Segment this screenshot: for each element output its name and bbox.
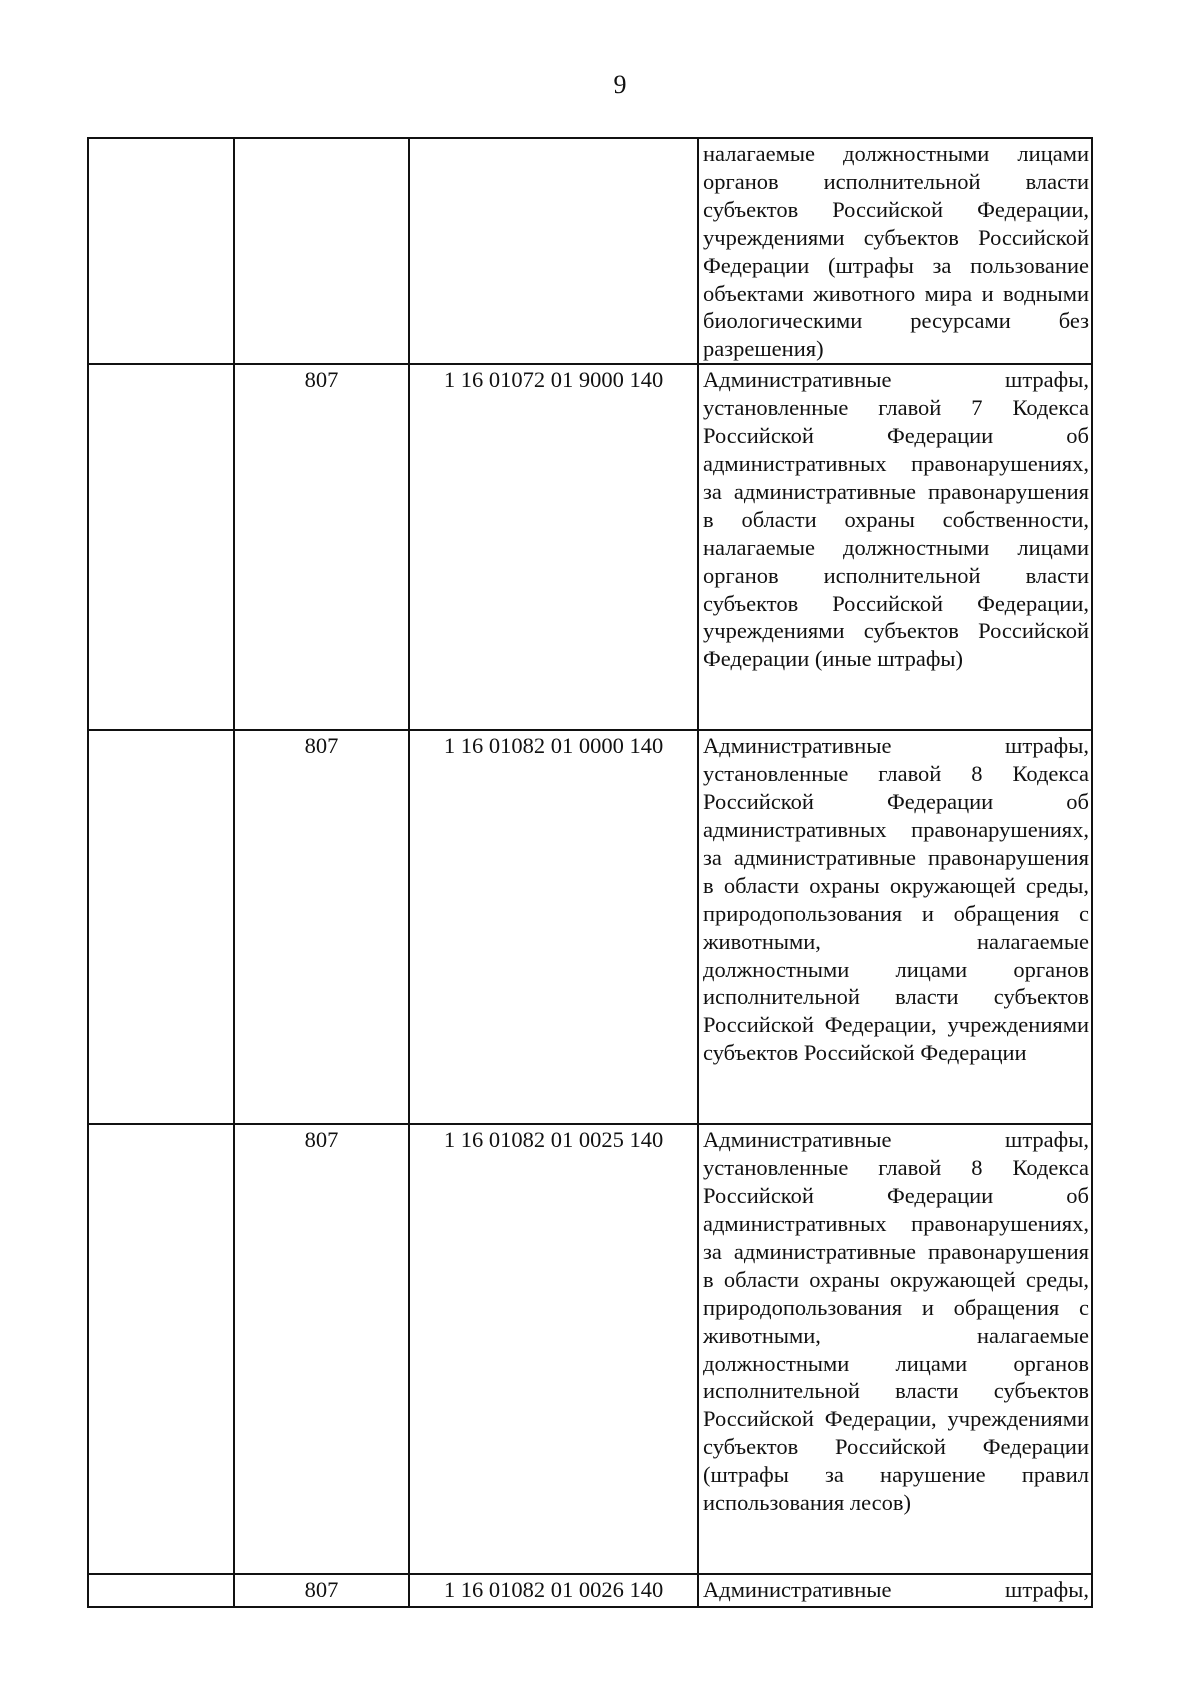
budget-codes-table	[87, 137, 1093, 1608]
empty-cell	[88, 1574, 234, 1607]
table-row	[88, 364, 1092, 730]
description-cell	[698, 364, 1092, 730]
description-cell	[698, 1574, 1092, 1607]
description-text: налагаемые должностными лицами органов исполнительной власти субъектов Российской Федерации, учреждениями субъектов Российской Федерации (штрафы за пользование объектами животного мира и водными биологическими ресурсами без разрешения)	[703, 141, 1089, 362]
admin-code-cell: 807	[234, 1574, 409, 1607]
empty-cell	[88, 138, 234, 364]
kbk-code-cell	[409, 138, 698, 364]
description-text: Административные штрафы, установленные главой 8 Кодекса Российской Федерации об административных правонарушениях, за административные правонарушения в области охраны окружающей среды, природопользования и обращения с животными, налагаемые должностными лицами органов исполнительной власти субъектов Российской Федерации, учреждениями субъектов Российской Федерации	[703, 733, 1089, 1066]
table-row	[88, 138, 1092, 364]
kbk-code-cell: 1 16 01082 01 0025 140	[409, 1124, 698, 1574]
table-row	[88, 1124, 1092, 1574]
table-row	[88, 1574, 1092, 1607]
description-cell	[698, 730, 1092, 1124]
admin-code-cell: 807	[234, 364, 409, 730]
admin-code-cell: 807	[234, 1124, 409, 1574]
empty-cell	[88, 1124, 234, 1574]
kbk-code-cell: 1 16 01082 01 0026 140	[409, 1574, 698, 1607]
kbk-code-cell: 1 16 01082 01 0000 140	[409, 730, 698, 1124]
description-text: Административные штрафы, установленные главой 7 Кодекса Российской Федерации об административных правонарушениях, за административные правонарушения в области охраны собственности, налагаемые должностными лицами органов исполнительной власти субъектов Российской Федерации, учреждениями субъектов Российской Федерации (иные штрафы)	[703, 367, 1089, 672]
page-number: 9	[613, 70, 627, 99]
admin-code-cell	[234, 138, 409, 364]
description-cell	[698, 138, 1092, 364]
empty-cell	[88, 730, 234, 1124]
admin-code-cell: 807	[234, 730, 409, 1124]
description-cell	[698, 1124, 1092, 1574]
empty-cell	[88, 364, 234, 730]
table-row	[88, 730, 1092, 1124]
description-text: Административные штрафы,	[703, 1577, 1089, 1603]
description-text: Административные штрафы, установленные главой 8 Кодекса Российской Федерации об административных правонарушениях, за административные правонарушения в области охраны окружающей среды, природопользования и обращения с животными, налагаемые должностными лицами органов исполнительной власти субъектов Российской Федерации, учреждениями субъектов Российской Федерации (штрафы за нарушение правил использования лесов)	[703, 1127, 1089, 1516]
kbk-code-cell: 1 16 01072 01 9000 140	[409, 364, 698, 730]
